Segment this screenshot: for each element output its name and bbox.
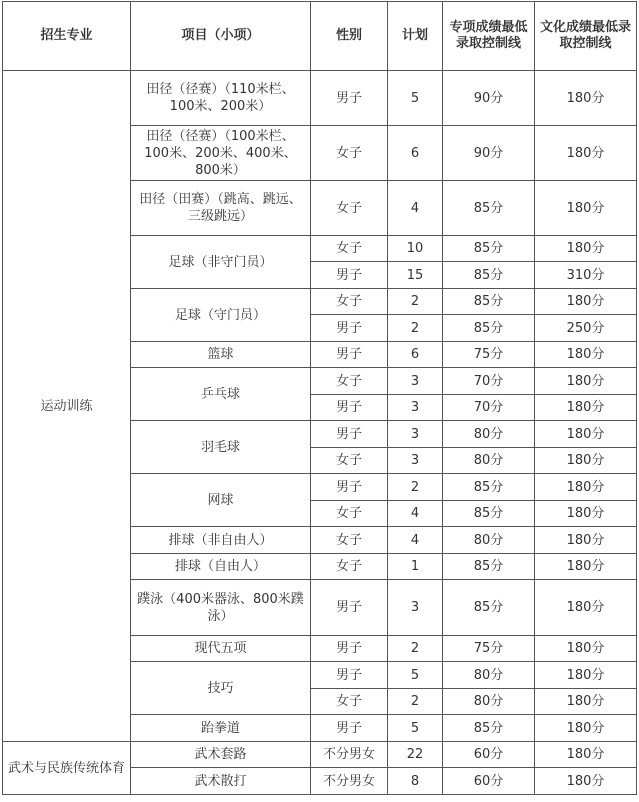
gender-cell: 不分男女 — [311, 768, 388, 795]
special-score-cell: 80分 — [443, 448, 535, 474]
plan-cell: 1 — [388, 554, 443, 580]
plan-cell: 5 — [388, 71, 443, 126]
culture-score-cell: 180分 — [535, 181, 637, 236]
culture-score-cell: 180分 — [535, 742, 637, 768]
header-gender: 性别 — [311, 2, 388, 71]
plan-cell: 22 — [388, 742, 443, 768]
item-cell: 足球（守门员） — [131, 289, 311, 342]
item-cell: 武术散打 — [131, 768, 311, 795]
header-culture-score: 文化成绩最低录取控制线 — [535, 2, 637, 71]
gender-cell: 女子 — [311, 448, 388, 474]
gender-cell: 男子 — [311, 71, 388, 126]
plan-cell: 3 — [388, 448, 443, 474]
gender-cell: 女子 — [311, 126, 388, 181]
plan-cell: 2 — [388, 289, 443, 315]
gender-cell: 女子 — [311, 689, 388, 715]
gender-cell: 男子 — [311, 474, 388, 501]
special-score-cell: 85分 — [443, 315, 535, 342]
plan-cell: 8 — [388, 768, 443, 795]
special-score-cell: 90分 — [443, 126, 535, 181]
special-score-cell: 80分 — [443, 689, 535, 715]
special-score-cell: 85分 — [443, 236, 535, 262]
special-score-cell: 85分 — [443, 262, 535, 289]
plan-cell: 5 — [388, 715, 443, 742]
culture-score-cell: 180分 — [535, 474, 637, 501]
plan-cell: 3 — [388, 395, 443, 421]
special-score-cell: 60分 — [443, 768, 535, 795]
gender-cell: 女子 — [311, 368, 388, 395]
culture-score-cell: 180分 — [535, 554, 637, 580]
culture-score-cell: 180分 — [535, 421, 637, 448]
gender-cell: 男子 — [311, 342, 388, 368]
special-score-cell: 70分 — [443, 368, 535, 395]
gender-cell: 男子 — [311, 315, 388, 342]
culture-score-cell: 180分 — [535, 689, 637, 715]
culture-score-cell: 180分 — [535, 448, 637, 474]
culture-score-cell: 180分 — [535, 368, 637, 395]
special-score-cell: 75分 — [443, 636, 535, 662]
culture-score-cell: 180分 — [535, 342, 637, 368]
plan-cell: 2 — [388, 315, 443, 342]
special-score-cell: 80分 — [443, 421, 535, 448]
special-score-cell: 85分 — [443, 554, 535, 580]
gender-cell: 女子 — [311, 554, 388, 580]
major-wushu: 武术与民族传统体育 — [3, 742, 131, 795]
culture-score-cell: 310分 — [535, 262, 637, 289]
item-cell: 现代五项 — [131, 636, 311, 662]
header-special-score: 专项成绩最低录取控制线 — [443, 2, 535, 71]
header-item: 项目（小项） — [131, 2, 311, 71]
plan-cell: 3 — [388, 580, 443, 636]
special-score-cell: 85分 — [443, 501, 535, 527]
culture-score-cell: 180分 — [535, 395, 637, 421]
culture-score-cell: 180分 — [535, 662, 637, 689]
special-score-cell: 70分 — [443, 395, 535, 421]
item-cell: 乒乓球 — [131, 368, 311, 421]
culture-score-cell: 180分 — [535, 126, 637, 181]
gender-cell: 男子 — [311, 421, 388, 448]
culture-score-cell: 180分 — [535, 289, 637, 315]
table-row — [3, 742, 637, 768]
plan-cell: 6 — [388, 126, 443, 181]
gender-cell: 女子 — [311, 181, 388, 236]
culture-score-cell: 180分 — [535, 580, 637, 636]
plan-cell: 2 — [388, 474, 443, 501]
header-row — [3, 2, 637, 71]
item-cell: 跆拳道 — [131, 715, 311, 742]
special-score-cell: 85分 — [443, 580, 535, 636]
culture-score-cell: 250分 — [535, 315, 637, 342]
header-plan: 计划 — [388, 2, 443, 71]
gender-cell: 女子 — [311, 501, 388, 527]
special-score-cell: 85分 — [443, 289, 535, 315]
gender-cell: 女子 — [311, 289, 388, 315]
item-cell: 田径（田赛）（跳高、跳远、三级跳远） — [131, 181, 311, 236]
plan-cell: 10 — [388, 236, 443, 262]
gender-cell: 男子 — [311, 715, 388, 742]
gender-cell: 不分男女 — [311, 742, 388, 768]
culture-score-cell: 180分 — [535, 501, 637, 527]
special-score-cell: 80分 — [443, 527, 535, 554]
gender-cell: 女子 — [311, 527, 388, 554]
item-cell: 羽毛球 — [131, 421, 311, 474]
special-score-cell: 60分 — [443, 742, 535, 768]
item-cell: 网球 — [131, 474, 311, 527]
special-score-cell: 85分 — [443, 474, 535, 501]
gender-cell: 男子 — [311, 395, 388, 421]
plan-cell: 15 — [388, 262, 443, 289]
culture-score-cell: 180分 — [535, 768, 637, 795]
item-cell: 田径（径赛）（110米栏、100米、200米） — [131, 71, 311, 126]
gender-cell: 男子 — [311, 580, 388, 636]
admission-table — [2, 1, 637, 795]
plan-cell: 3 — [388, 421, 443, 448]
item-cell: 排球（非自由人） — [131, 527, 311, 554]
item-cell: 足球（非守门员） — [131, 236, 311, 289]
gender-cell: 男子 — [311, 262, 388, 289]
item-cell: 蹼泳（400米器泳、800米蹼泳） — [131, 580, 311, 636]
special-score-cell: 85分 — [443, 181, 535, 236]
table-row — [3, 71, 637, 126]
gender-cell: 男子 — [311, 662, 388, 689]
plan-cell: 2 — [388, 636, 443, 662]
item-cell: 排球（自由人） — [131, 554, 311, 580]
plan-cell: 4 — [388, 181, 443, 236]
item-cell: 技巧 — [131, 662, 311, 715]
plan-cell: 6 — [388, 342, 443, 368]
gender-cell: 女子 — [311, 236, 388, 262]
item-cell: 篮球 — [131, 342, 311, 368]
item-cell: 田径（径赛）（100米栏、100米、200米、400米、800米） — [131, 126, 311, 181]
plan-cell: 3 — [388, 368, 443, 395]
culture-score-cell: 180分 — [535, 71, 637, 126]
special-score-cell: 80分 — [443, 662, 535, 689]
culture-score-cell: 180分 — [535, 527, 637, 554]
plan-cell: 4 — [388, 527, 443, 554]
plan-cell: 5 — [388, 662, 443, 689]
item-cell: 武术套路 — [131, 742, 311, 768]
culture-score-cell: 180分 — [535, 636, 637, 662]
special-score-cell: 75分 — [443, 342, 535, 368]
special-score-cell: 90分 — [443, 71, 535, 126]
header-major: 招生专业 — [3, 2, 131, 71]
gender-cell: 男子 — [311, 636, 388, 662]
plan-cell: 4 — [388, 501, 443, 527]
culture-score-cell: 180分 — [535, 236, 637, 262]
special-score-cell: 85分 — [443, 715, 535, 742]
culture-score-cell: 180分 — [535, 715, 637, 742]
plan-cell: 2 — [388, 689, 443, 715]
major-sports-training: 运动训练 — [3, 71, 131, 742]
